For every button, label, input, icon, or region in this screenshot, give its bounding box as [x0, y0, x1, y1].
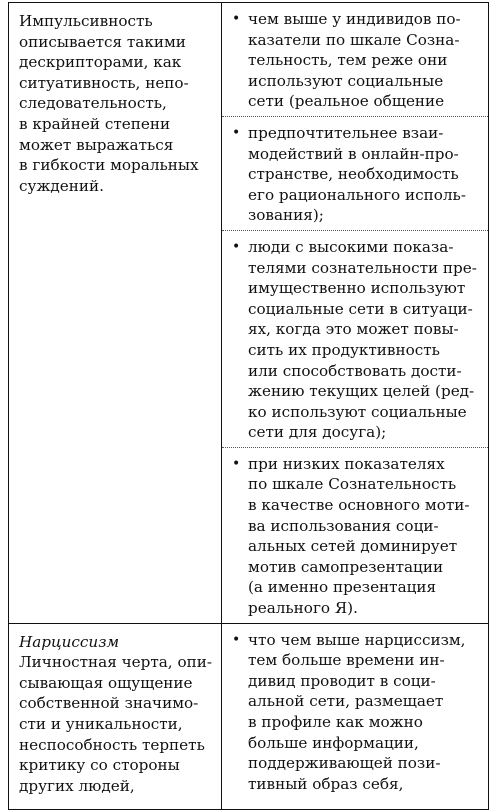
findings-cell: [222, 3, 489, 624]
trait-description-cell: [9, 623, 222, 809]
trait-description-text: Импульсивность описывается такими дескрипторами, как ситуативность, непо- следовательность, в крайней степени может выражаться в гибкости моральных суждений.: [19, 12, 199, 195]
trait-description-cell: [9, 3, 222, 624]
findings-cell: [222, 623, 489, 809]
findings-list: [222, 624, 488, 799]
trait-title: Нарциссизм: [19, 632, 120, 651]
traits-table: [8, 2, 489, 810]
list-item: • люди с высокими показа- телями сознательности пре- имущественно используют социальные сети в ситуаци- ях, когда это может повы- сить их продуктивность или способствовать дости- жению текущих целей (ред- ко используют социальные сети для досуга);: [222, 231, 488, 448]
list-item: • предпочтительнее взаи- модействий в онлайн-про- странстве, необходимость его рационального исполь- зования);: [222, 117, 488, 231]
list-item: • что чем выше нарциссизм, тем больше времени ин- дивид проводит в соци- альной сети, размещает в профиле как можно больше информации, поддерживающей пози- тивный образ себя,: [222, 624, 488, 799]
list-item: • чем выше у индивидов по- казатели по шкале Созна- тельность, тем реже они используют социальные сети (реальное общение: [222, 3, 488, 117]
findings-list: [222, 3, 488, 623]
trait-description-text: Личностная черта, опи- сывающая ощущение собственной значимо- сти и уникальности, неспособность терпеть критику со стороны других людей,: [19, 653, 212, 795]
list-item: • при низких показателях по шкале Сознательность в качестве основного моти- ва использования соци- альных сетей доминирует мотив самопрезентации (а именно презентация реального Я).: [222, 448, 488, 623]
table-row: [9, 623, 489, 809]
table-row: [9, 3, 489, 624]
trait-description-block: [9, 624, 221, 803]
